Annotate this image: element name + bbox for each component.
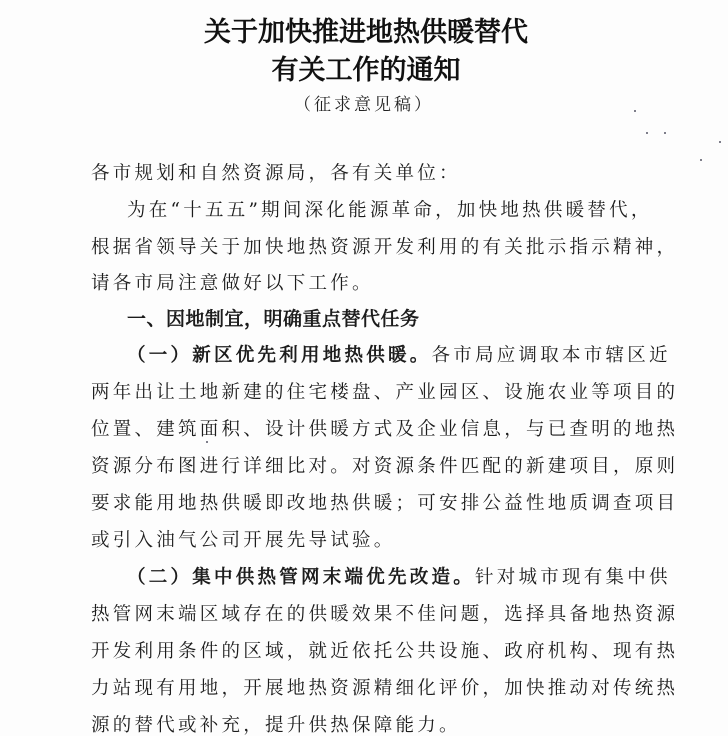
- item-1-line-5: 要求能用地热供暖即改地热供暖；可安排公益性地质调查项目: [91, 493, 679, 514]
- intro-line-3: 请各市局注意做好以下工作。: [91, 273, 374, 294]
- item-1-line-2: 两年出让土地新建的住宅楼盘、产业园区、设施农业等项目的: [91, 382, 679, 403]
- item-2-line-4: 力站现有用地，开展地热资源精细化评价，加快推动对传统热: [91, 678, 679, 699]
- item-2-line-3: 开发利用条件的区域，就近依托公共设施、政府机构、现有热: [91, 641, 679, 662]
- document-subtitle: （征求意见稿）: [294, 95, 434, 115]
- item-1-line-1: [127, 344, 671, 368]
- document-title-line-1: 关于加快推进地热供暖替代: [204, 17, 528, 48]
- section-1-heading: 一、因地制宜，明确重点替代任务: [127, 308, 420, 330]
- item-2-line-2: 热管网末端区域存在的供暖效果不佳问题，选择具备地热资源: [91, 604, 679, 625]
- item-2-line-1: [127, 566, 671, 590]
- intro-line-1: 为在“十五五”期间深化能源革命，加快地热供暖替代，: [127, 200, 653, 221]
- item-1-line-3: 位置、建筑面积、设计供暖方式及企业信息，与已查明的地热: [91, 419, 679, 440]
- scan-speck: [664, 132, 666, 134]
- item-2-label: （二）集中供热管网末端优先改造。: [127, 567, 476, 588]
- scan-speck: [206, 441, 208, 443]
- item-1-line-4: 资源分布图进行详细比对。对资源条件匹配的新建项目，原则: [91, 456, 679, 477]
- item-1-line-6: 或引入油气公司开展先导试验。: [91, 530, 396, 551]
- scan-speck: [634, 110, 636, 112]
- item-1-label: （一）新区优先利用地热供暖。: [127, 345, 432, 366]
- intro-line-2: 根据省领导关于加快地热资源开发利用的有关批示指示精神，: [91, 237, 679, 258]
- item-1-line-1-text: 各市局应调取本市辖区近: [431, 345, 671, 366]
- scan-speck: [646, 132, 648, 134]
- scan-speck: [700, 159, 702, 161]
- item-2-line-1-text: 针对城市现有集中供: [475, 567, 671, 588]
- document-title-line-2: 有关工作的通知: [271, 55, 461, 86]
- salutation: 各市规划和自然资源局，各有关单位：: [91, 163, 461, 184]
- item-2-line-5: 源的替代或补充，提升供热保障能力。: [91, 715, 461, 736]
- scan-speck: [719, 141, 721, 143]
